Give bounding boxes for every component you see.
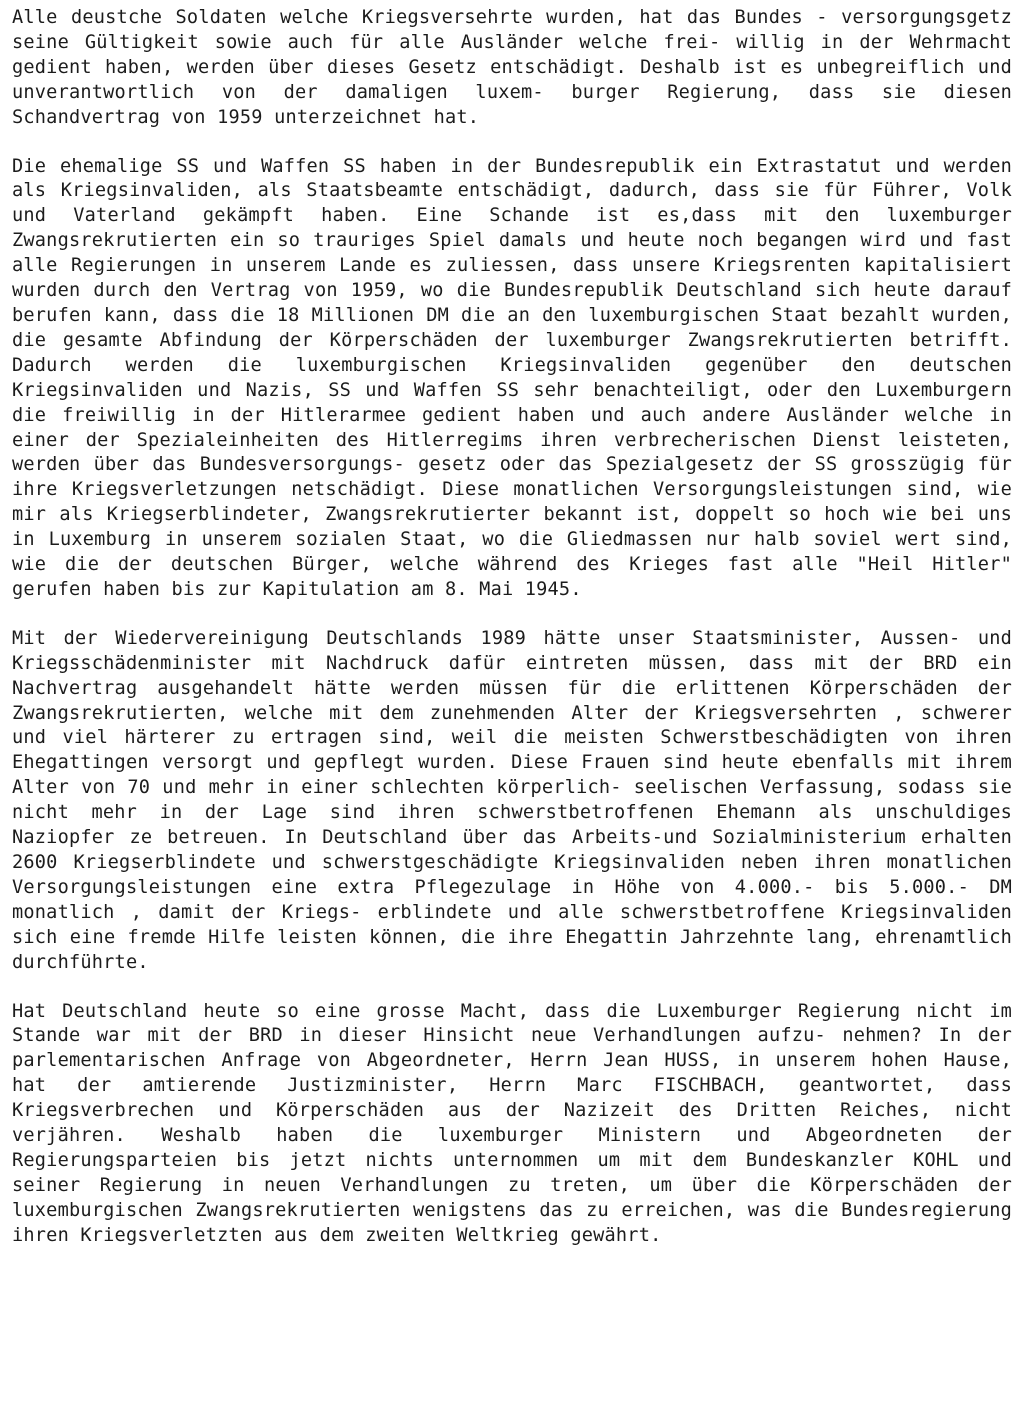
- document-page: [12, 6, 1012, 1249]
- paragraph-4: Hat Deutschland heute so eine grosse Macht, dass die Luxemburger Regierung nicht im Stande war mit der BRD in dieser Hinsicht neue Verhandlungen aufzu- nehmen? In der parlementarischen Anfrage von Abgeordneter, Herrn Jean HUSS, in unserem hohen Hause, hat der amtierende Justizminister, Herrn Marc FISCHBACH, geantwortet, dass Kriegsverbrechen und Körperschäden aus der Nazizeit des Dritten Reiches, nicht verjähren. Weshalb haben die luxemburger Ministern und Abgeordneten der Regierungsparteien bis jetzt nichts unternommen um mit dem Bundeskanzler KOHL und seiner Regierung in neuen Verhandlungen zu treten, um über die Körperschäden der luxemburgischen Zwangsrekrutierten wenigstens das zu erreichen, was die Bundesregierung ihren Kriegsverletzten aus dem zweiten Weltkrieg gewährt.: [12, 1000, 1012, 1246]
- paragraph-1: Alle deustche Soldaten welche Kriegsversehrte wurden, hat das Bundes - versorgungsgetz seine Gültigkeit sowie auch für alle Ausländer welche frei- willig in der Wehrmacht gedient haben, werden über dieses Gesetz entschädigt. Deshalb ist es unbegreiflich und unverantwortlich von der damaligen luxem- burger Regierung, dass sie diesen Schandvertrag von 1959 unterzeichnet hat.: [12, 7, 1012, 128]
- paragraph-3: Mit der Wiedervereinigung Deutschlands 1989 hätte unser Staatsminister, Aussen- und Kriegsschädenminister mit Nachdruck dafür eintreten müssen, dass mit der BRD ein Nachvertrag ausgehandelt hätte werden müssen für die erlittenen Körperschäden der Zwangsrekrutierten, welche mit dem zunehmenden Alter der Kriegsversehrten , schwerer und viel härterer zu ertragen sind, weil die meisten Schwerstbeschädigten von ihren Ehegattingen versorgt und gepflegt wurden. Diese Frauen sind heute ebenfalls mit ihrem Alter von 70 und mehr in einer schlechten körperlich- seelischen Verfassung, sodass sie nicht mehr in der Lage sind ihren schwerstbetroffenen Ehemann als unschuldiges Naziopfer ze betreuen. In Deutschland über das Arbeits-und Sozialministerium erhalten 2600 Kriegserblindete und schwerstgeschädigte Kriegsinvaliden neben ihren monatlichen Versorgungsleistungen eine extra Pflegezulage in Höhe von 4.000.- bis 5.000.- DM monatlich , damit der Kriegs- erblindete und alle schwerstbetroffene Kriegsinvaliden sich eine fremde Hilfe leisten können, die ihre Ehegattin Jahrzehnte lang, ehrenamtlich durchführte.: [12, 627, 1012, 973]
- paragraph-2: Die ehemalige SS und Waffen SS haben in der Bundesrepublik ein Extrastatut und werden als Kriegsinvaliden, als Staatsbeamte entschädigt, dadurch, dass sie für Führer, Volk und Vaterland gekämpft haben. Eine Schande ist es,dass mit den luxemburger Zwangsrekrutierten ein so trauriges Spiel damals und heute noch begangen wird und fast alle Regierungen in unserem Lande es zuliessen, dass unsere Kriegsrenten kapitalisiert wurden durch den Vertrag von 1959, wo die Bundesrepublik Deutschland sich heute darauf berufen kann, dass die 18 Millionen DM die an den luxemburgischen Staat bezahlt wurden, die gesamte Abfindung der Körperschäden der luxemburger Zwangsrekrutierten betrifft. Dadurch werden die luxemburgischen Kriegsinvaliden gegenüber den deutschen Kriegsinvaliden und Nazis, SS und Waffen SS sehr benachteiligt, oder den Luxemburgern die freiwillig in der Hitlerarmee gedient haben und auch andere Ausländer welche in einer der Spezialeinheiten des Hitlerregims ihren verbrecherischen Dienst leisteten, werden über das Bundesversorgungs- gesetz oder das Spezialgesetz der SS grosszügig für ihre Kriegsverletzungen netschädigt. Diese monatlichen Versorgungsleistungen sind, wie mir als Kriegserblindeter, Zwangsrekrutierter bekannt ist, doppelt so hoch wie bei uns in Luxemburg in unserem sozialen Staat, wo die Gliedmassen nur halb soviel wert sind, wie die der deutschen Bürger, welche während des Krieges fast alle "Heil Hitler" gerufen haben bis zur Kapitulation am 8. Mai 1945.: [12, 155, 1012, 600]
